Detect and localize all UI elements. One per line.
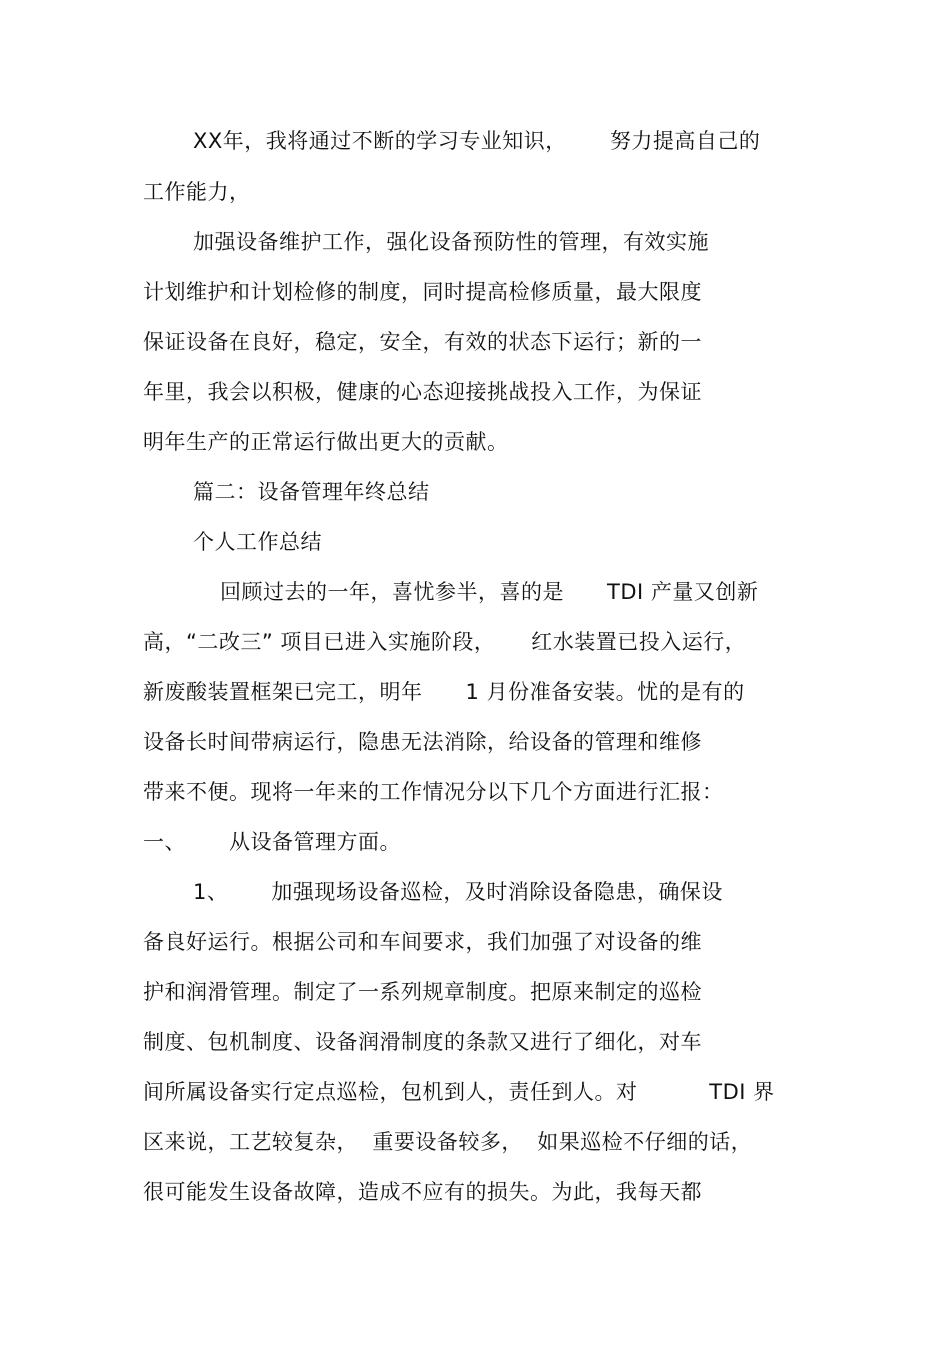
text-line: 回顾过去的一年，喜忧参半，喜的是 TDI 产量又创新 bbox=[220, 580, 759, 604]
text-line: XX年，我将通过不断的学习专业知识， 努力提高自己的 bbox=[193, 129, 761, 153]
text-line: 计划维护和计划检修的制度，同时提高检修质量，最大限度 bbox=[143, 280, 702, 304]
text-line: 带来不便。现将一年来的工作情况分以下几个方面进行汇报： bbox=[143, 780, 724, 804]
section-subheading: 个人工作总结 bbox=[193, 530, 322, 554]
text-line: 加强设备维护工作，强化设备预防性的管理，有效实施 bbox=[193, 230, 709, 254]
text-line: 保证设备在良好，稳定，安全，有效的状态下运行；新的一 bbox=[143, 330, 702, 354]
list-item: 1、 加强现场设备巡检，及时消除设备隐患，确保设 bbox=[193, 880, 723, 904]
text-line: 新废酸装置框架已完工，明年 1 月份准备安装。忧的是有的 bbox=[143, 680, 745, 704]
section-heading: 篇二：设备管理年终总结 bbox=[193, 480, 430, 504]
text-line: 区来说，工艺较复杂， 重要设备较多， 如果巡检不仔细的话， bbox=[143, 1130, 753, 1154]
text-line: 备良好运行。根据公司和车间要求，我们加强了对设备的维 bbox=[143, 930, 702, 954]
text-line: 护和润滑管理。制定了一系列规章制度。把原来制定的巡检 bbox=[143, 980, 702, 1004]
list-heading: 一、 从设备管理方面。 bbox=[143, 830, 402, 854]
text-line: 很可能发生设备故障，造成不应有的损失。为此，我每天都 bbox=[143, 1180, 702, 1204]
text-line: 高，“二改三” 项目已进入实施阶段， 红水装置已投入运行， bbox=[143, 630, 747, 654]
text-line: 年里，我会以积极，健康的心态迎接挑战投入工作，为保证 bbox=[143, 380, 702, 404]
text-line: 设备长时间带病运行，隐患无法消除，给设备的管理和维修 bbox=[143, 730, 702, 754]
text-line: 明年生产的正常运行做出更大的贡献。 bbox=[143, 430, 509, 454]
text-line: 工作能力， bbox=[143, 180, 251, 204]
text-line: 间所属设备实行定点巡检，包机到人，责任到人。对 TDI 界 bbox=[143, 1080, 775, 1104]
text-line: 制度、包机制度、设备润滑制度的条款又进行了细化，对车 bbox=[143, 1030, 702, 1054]
